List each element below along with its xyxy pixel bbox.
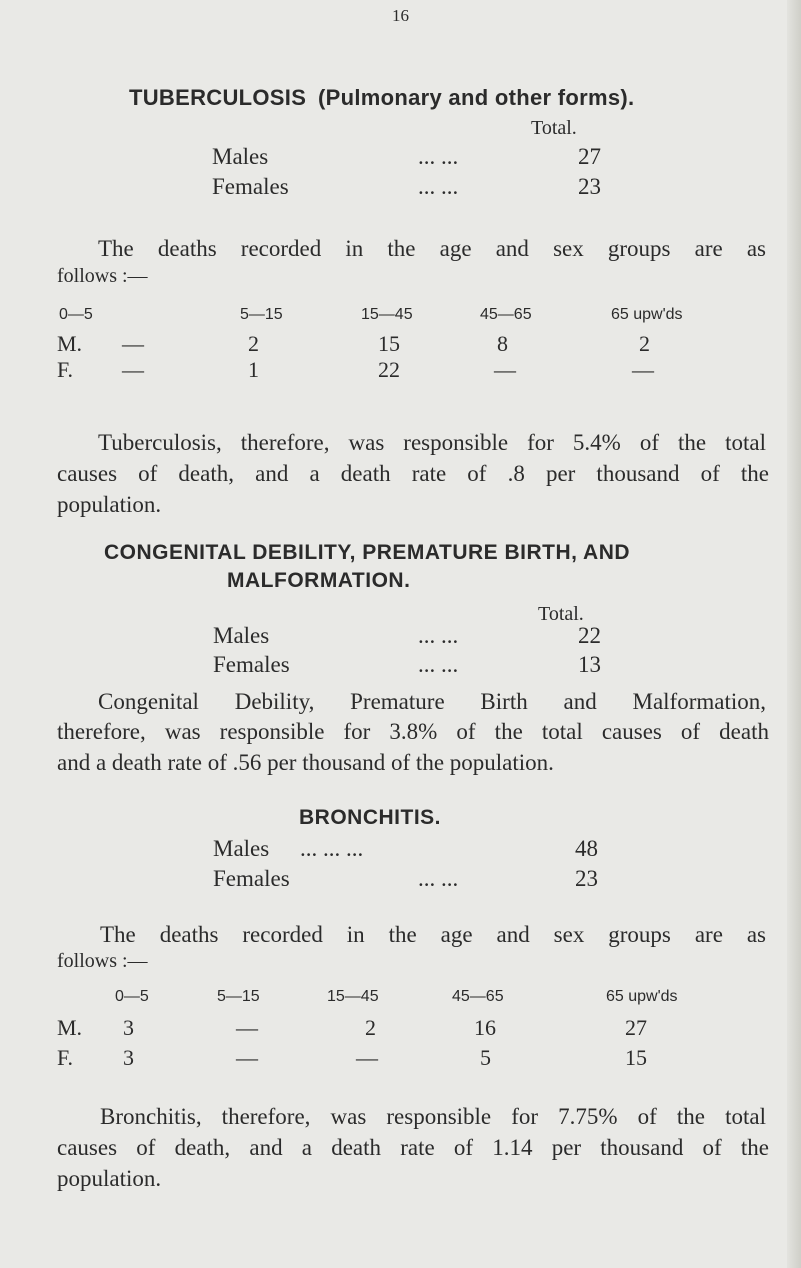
bronchitis-summary-line2: causes of death, and a death rate of 1.14 per thousand of the xyxy=(57,1135,769,1160)
bronchitis-summary-line1: Bronchitis, therefore, was responsible for 7.75% of the total xyxy=(100,1104,766,1129)
br-f-65-up: 15 xyxy=(625,1045,647,1070)
tb-m-0-5: — xyxy=(122,331,144,356)
bronchitis-females-label: Females xyxy=(213,866,290,891)
page-number: 16 xyxy=(392,6,409,25)
bronchitis-males-label: Males xyxy=(213,836,270,861)
page-edge xyxy=(787,0,801,1268)
br-f-0-5: 3 xyxy=(123,1045,134,1070)
br-m-45-65: 16 xyxy=(474,1015,496,1040)
tuberculosis-total-label: Total. xyxy=(531,117,577,139)
tuberculosis-males-value: 27 xyxy=(578,144,601,169)
bronchitis-intro-line2: follows :— xyxy=(57,950,148,972)
bronchitis-heading: BRONCHITIS. xyxy=(299,806,441,829)
tuberculosis-summary-line3: population. xyxy=(57,492,162,517)
congenital-heading-line1: CONGENITAL DEBILITY, PREMATURE BIRTH, AND xyxy=(104,541,631,564)
br-col-header-15-45: 15—45 xyxy=(327,988,379,1005)
tb-f-45-65: — xyxy=(494,357,516,382)
tb-m-5-15: 2 xyxy=(248,331,259,356)
tb-col-header-65-up: 65 upw'ds xyxy=(611,306,683,323)
bronchitis-females-value: 23 xyxy=(575,866,598,891)
tb-col-header-5-15: 5—15 xyxy=(240,306,283,323)
congenital-females-dots: ... ... xyxy=(418,652,459,677)
tb-row-label-f: F. xyxy=(57,357,73,382)
bronchitis-males-dots: ... ... ... xyxy=(300,836,364,861)
congenital-females-label: Females xyxy=(213,652,290,677)
br-col-header-0-5: 0—5 xyxy=(115,988,149,1005)
tb-col-header-0-5: 0—5 xyxy=(59,306,93,323)
tb-m-15-45: 15 xyxy=(378,331,400,356)
congenital-males-label: Males xyxy=(213,623,270,648)
br-m-5-15: — xyxy=(236,1015,258,1040)
tb-row-label-m: M. xyxy=(57,331,83,356)
br-col-header-65-up: 65 upw'ds xyxy=(606,988,678,1005)
congenital-males-value: 22 xyxy=(578,623,601,648)
tb-m-45-65: 8 xyxy=(497,331,508,356)
tuberculosis-females-value: 23 xyxy=(578,174,601,199)
congenital-summary-line2: therefore, was responsible for 3.8% of the total causes of death xyxy=(57,719,769,744)
tb-f-0-5: — xyxy=(122,357,144,382)
bronchitis-females-dots: ... ... xyxy=(418,866,459,891)
tuberculosis-heading xyxy=(129,85,634,111)
br-col-header-5-15: 5—15 xyxy=(217,988,260,1005)
br-row-label-m: M. xyxy=(57,1015,83,1040)
bronchitis-intro-line1: The deaths recorded in the age and sex groups are as xyxy=(100,922,766,947)
congenital-total-label: Total. xyxy=(538,603,584,625)
br-m-15-45: 2 xyxy=(365,1015,376,1040)
tb-col-header-15-45: 15—45 xyxy=(361,306,413,323)
br-f-5-15: — xyxy=(236,1045,258,1070)
congenital-summary-line3: and a death rate of .56 per thousand of the population. xyxy=(57,750,554,775)
congenital-males-dots: ... ... xyxy=(418,623,459,648)
br-col-header-45-65: 45—65 xyxy=(452,988,504,1005)
tb-col-header-45-65: 45—65 xyxy=(480,306,532,323)
congenital-heading-line2: MALFORMATION. xyxy=(227,569,411,592)
tuberculosis-intro-line1: The deaths recorded in the age and sex groups are as xyxy=(98,236,766,261)
tuberculosis-males-dots: ... ... xyxy=(418,144,459,169)
tuberculosis-males-label: Males xyxy=(212,144,269,169)
tuberculosis-heading-bold: TUBERCULOSIS xyxy=(129,85,307,110)
tuberculosis-summary-line2: causes of death, and a death rate of .8 per thousand of the xyxy=(57,461,769,486)
tuberculosis-intro-line2: follows :— xyxy=(57,265,148,287)
tb-m-65-up: 2 xyxy=(639,331,650,356)
tuberculosis-females-dots: ... ... xyxy=(418,174,459,199)
br-f-15-45: — xyxy=(356,1045,378,1070)
tb-f-15-45: 22 xyxy=(378,357,400,382)
tb-f-65-up: — xyxy=(632,357,654,382)
tuberculosis-heading-rest: (Pulmonary and other forms). xyxy=(317,85,635,110)
congenital-females-value: 13 xyxy=(578,652,601,677)
tuberculosis-females-label: Females xyxy=(212,174,289,199)
br-row-label-f: F. xyxy=(57,1045,73,1070)
br-f-45-65: 5 xyxy=(480,1045,491,1070)
tuberculosis-summary-line1: Tuberculosis, therefore, was responsible for 5.4% of the total xyxy=(98,430,766,455)
br-m-0-5: 3 xyxy=(123,1015,134,1040)
bronchitis-summary-line3: population. xyxy=(57,1166,162,1191)
congenital-summary-line1: Congenital Debility, Premature Birth and Malformation, xyxy=(98,689,766,714)
br-m-65-up: 27 xyxy=(625,1015,647,1040)
bronchitis-males-value: 48 xyxy=(575,836,598,861)
tb-f-5-15: 1 xyxy=(248,357,259,382)
